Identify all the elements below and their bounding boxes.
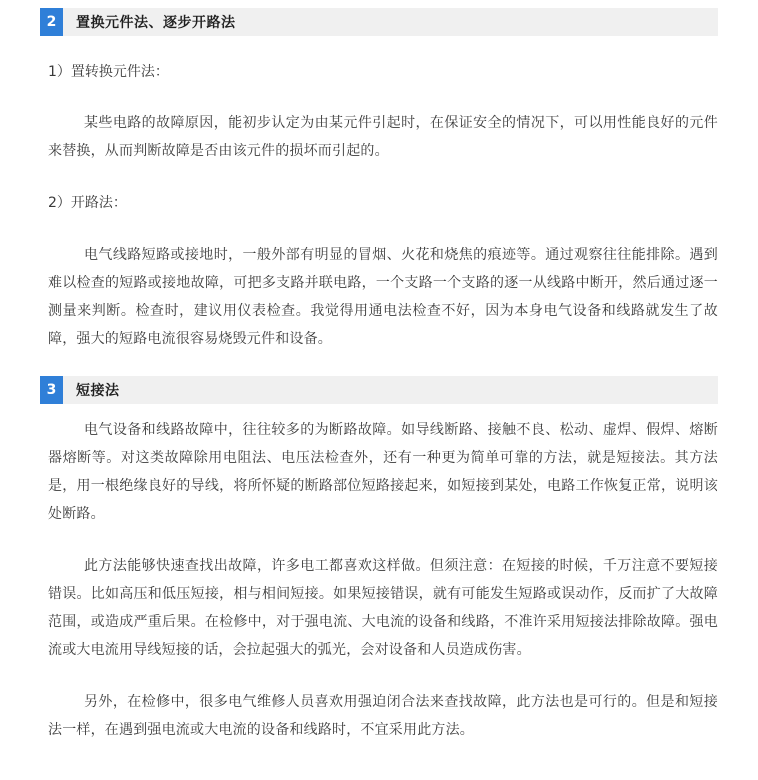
paragraph-forced-closing-method: 另外，在检修中，很多电气维修人员喜欢用强迫闭合法来查找故障，此方法也是可行的。但是和短接法一样，在遇到强电流或大电流的设备和线路时，不宜采用此方法。	[48, 694, 718, 738]
subheading-replacement-method: 1）置转换元件法：	[48, 64, 169, 80]
section-title: 置换元件法、逐步开路法	[76, 15, 236, 31]
subheading-open-circuit-method: 2）开路法：	[48, 195, 127, 211]
section-title: 短接法	[76, 383, 120, 399]
paragraph-short-circuit-intro: 电气设备和线路故障中，往往较多的为断路故障。如导线断路、接触不良、松动、虚焊、假焊、熔断器熔断等。对这类故障除用电阻法、电压法检查外，还有一种更为简单可靠的方法，就是短接法。其方法是，用一根绝缘良好的导线，将所怀疑的断路部位短路接起来，如短接到某处，电路工作恢复正常，说明该处断路。	[48, 422, 718, 522]
paragraph-open-circuit-method: 电气线路短路或接地时，一般外部有明显的冒烟、火花和烧焦的痕迹等。通过观察往往能排除。遇到难以检查的短路或接地故障，可把多支路并联电路，一个支路一个支路的逐一从线路中断开，然后通过逐一测量来判断。检查时，建议用仪表检查。我觉得用通电法检查不好，因为本身电气设备和线路就发生了故障，强大的短路电流很容易烧毁元件和设备。	[48, 247, 718, 347]
section-number-badge: 3	[40, 376, 63, 404]
article	[40, 8, 718, 744]
paragraph-short-circuit-caution: 此方法能够快速查找出故障，许多电工都喜欢这样做。但须注意：在短接的时候，千万注意不要短接错误。比如高压和低压短接，相与相间短接。如果短接错误，就有可能发生短路或误动作，反而扩了大故障范围，或造成严重后果。在检修中，对于强电流、大电流的设备和线路，不准许采用短接法排除故障。强电流或大电流用导线短接的话，会拉起强大的弧光，会对设备和人员造成伤害。	[48, 558, 718, 658]
section-header-2	[40, 8, 718, 36]
section-number-badge: 2	[40, 8, 63, 36]
paragraph-replacement-method: 某些电路的故障原因，能初步认定为由某元件引起时，在保证安全的情况下，可以用性能良好的元件来替换，从而判断故障是否由该元件的损坏而引起的。	[48, 115, 718, 159]
section-header-3	[40, 376, 718, 404]
